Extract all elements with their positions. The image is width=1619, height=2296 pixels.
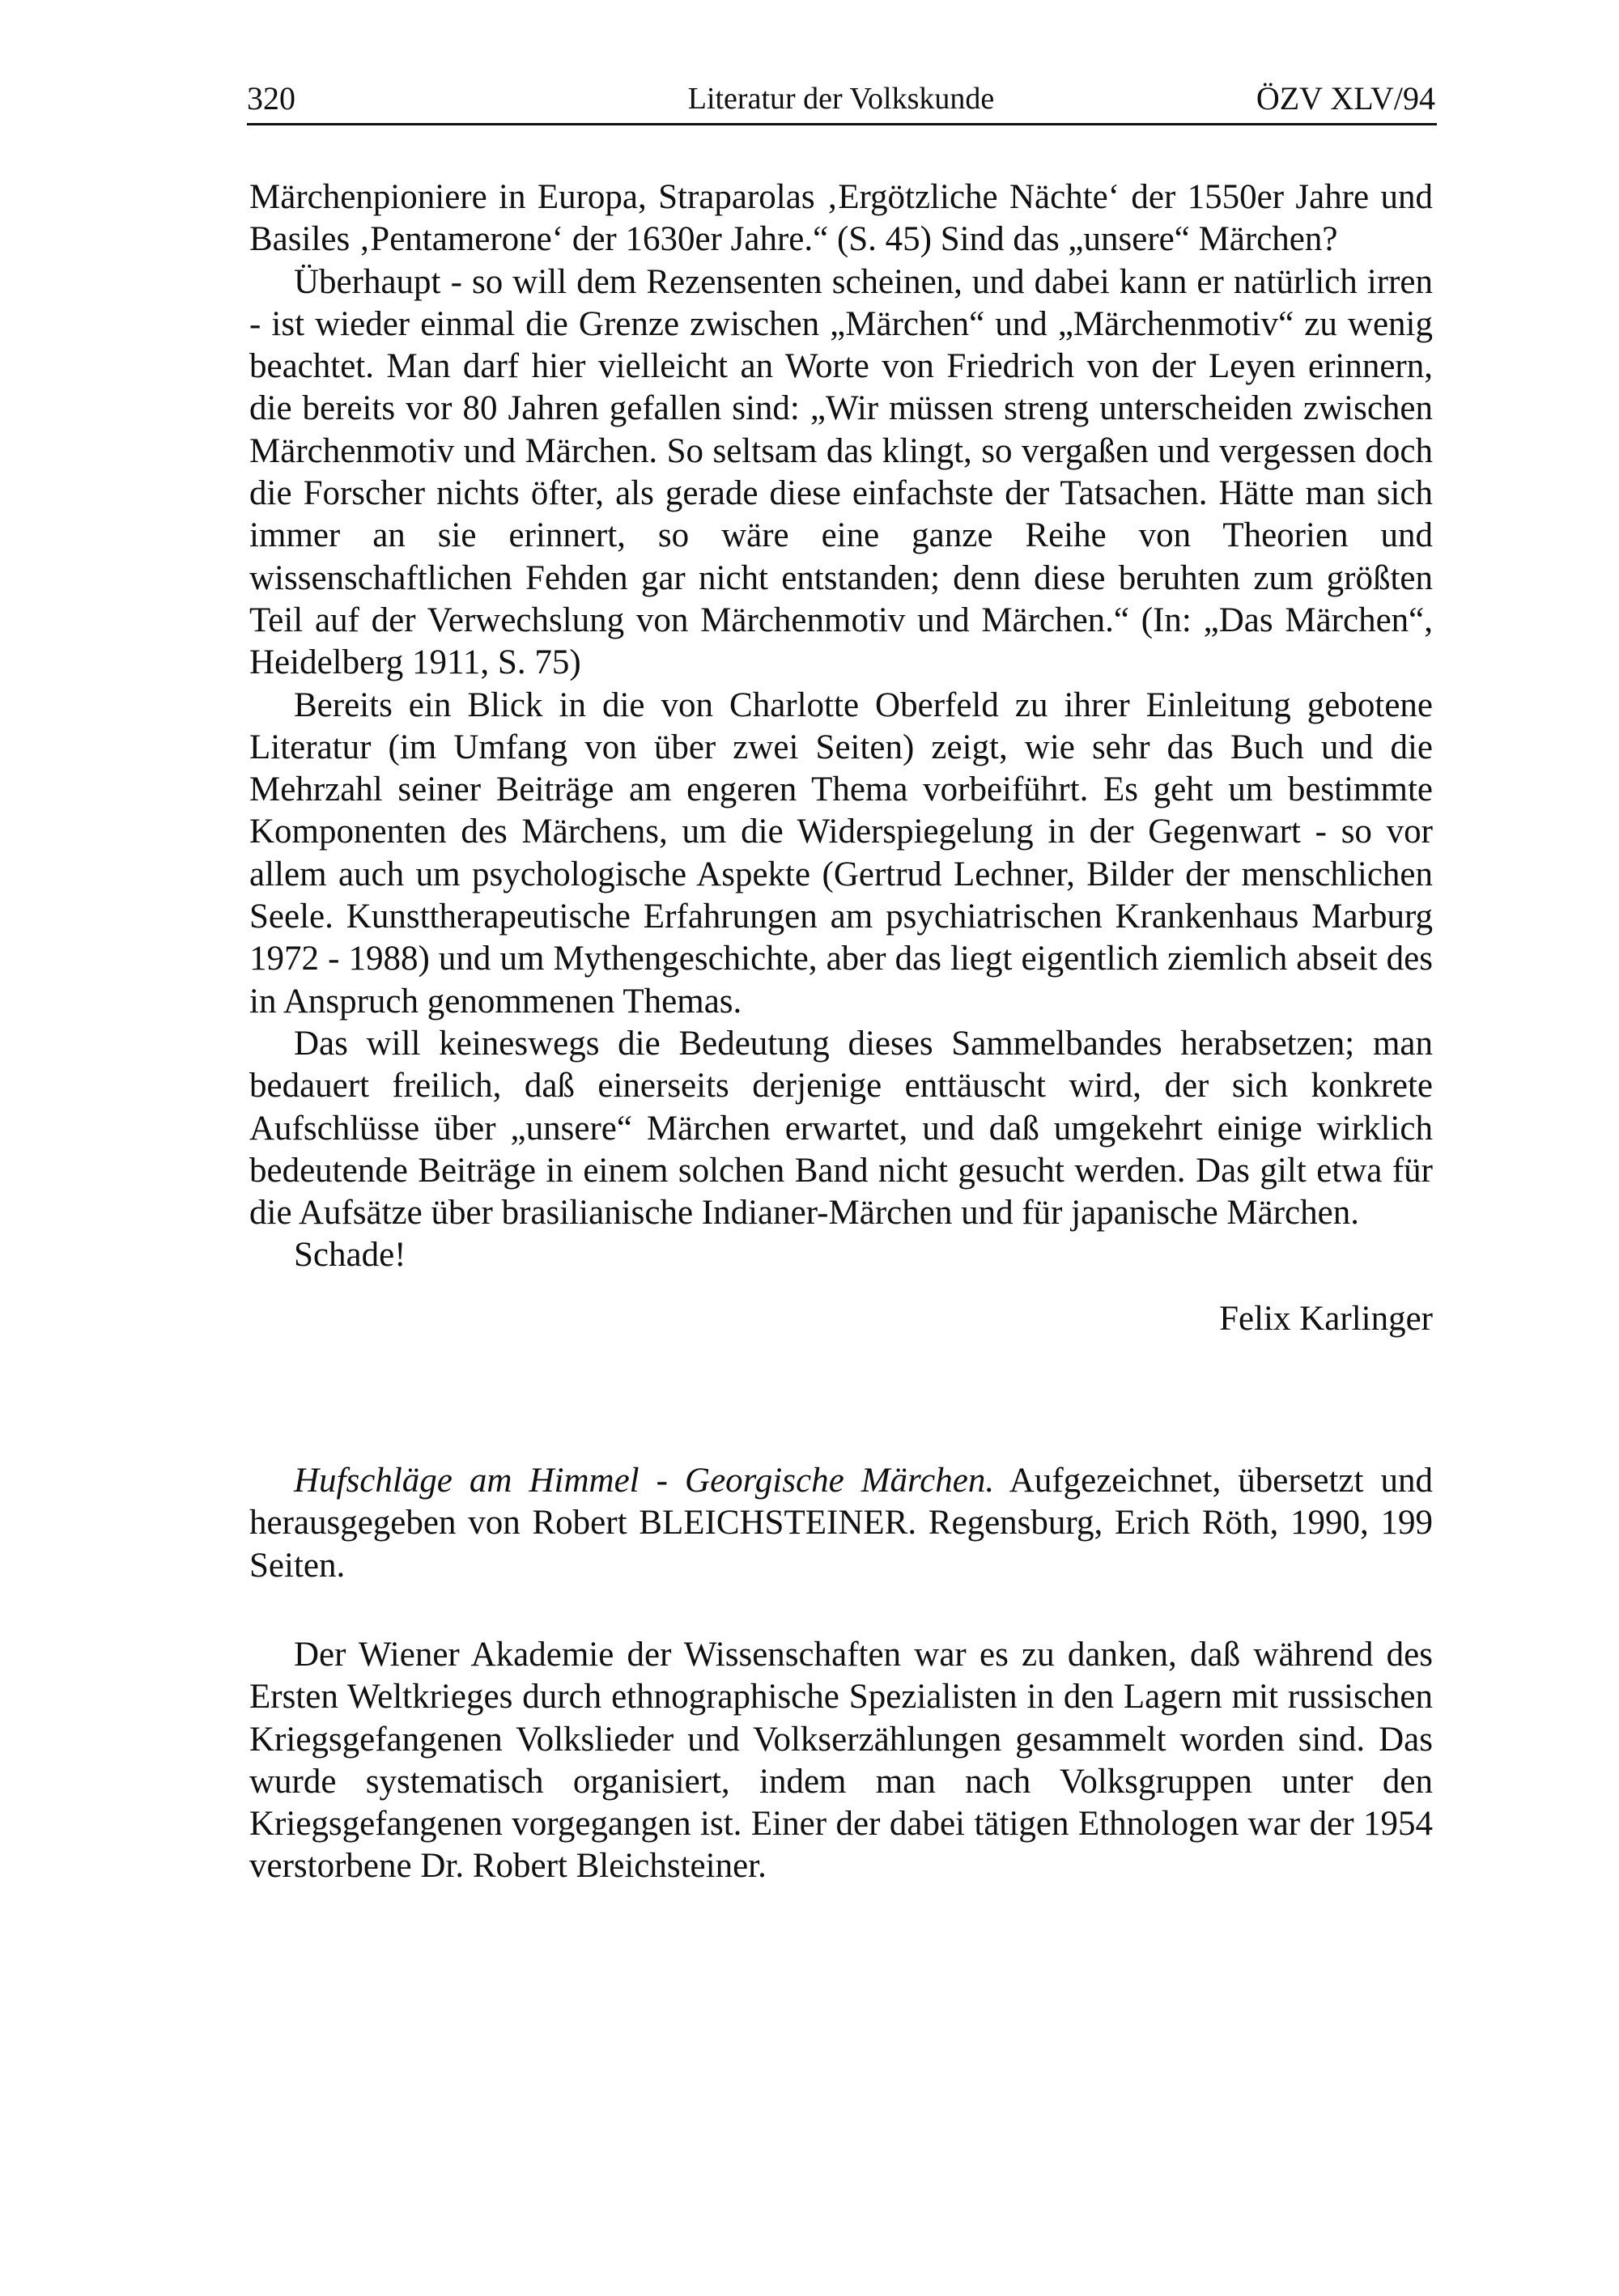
book-title: Hufschläge am Himmel - Georgische Märchen. bbox=[294, 1462, 995, 1500]
paragraph: Der Wiener Akademie der Wissenschaften war es zu danken, daß während des Ersten Weltkrieges durch ethnographische Spezialisten in den Lagern mit russischen Kriegsgefangenen Volkslieder und Volkserzählungen gesammelt worden sind. Das wurde systematisch organisiert, indem man nach Volksgruppen unter den Kriegsgefangenen vorgegangen ist. Einer der dabei tätigen Ethnologen war der 1954 verstorbene Dr. Robert Bleichsteiner. bbox=[249, 1635, 1433, 1886]
paragraph: Märchenpioniere in Europa, Straparolas ‚Ergötzliche Nächte‘ der 1550er Jahre und Basiles ‚Pentamerone‘ der 1630er Jahre.“ (S. 45) Sind das „unsere“ Märchen? bbox=[249, 178, 1433, 259]
book-bibliography: Aufgezeichnet, übersetzt und herausgegeben von Robert BLEICHSTEINER. Regensburg, Erich Röth, 1990, 199 Seiten. bbox=[249, 1462, 1433, 1585]
reviewer-signature: Felix Karlinger bbox=[1219, 1299, 1433, 1338]
page-header bbox=[247, 74, 1435, 123]
review-citation bbox=[249, 1460, 1433, 1587]
page-number: 320 bbox=[247, 80, 295, 117]
paragraph: Überhaupt - so will dem Rezensenten scheinen, und dabei kann er natürlich irren - ist wieder einmal die Grenze zwischen „Märchen“ und „Märchenmotiv“ zu wenig beachtet. Man darf hier vielleicht an Worte von Friedrich von der Leyen erinnern, die bereits vor 80 Jahren gefallen sind: „Wir müssen streng unterscheiden zwischen Märchenmotiv und Märchen. So seltsam das klingt, so vergaßen und vergessen doch die Forscher nichts öfter, als gerade diese einfachste der Tatsachen. Hätte man sich immer an sie erinnert, so wäre eine ganze Reihe von Theorien und wissenschaftlichen Fehden gar nicht entstanden; denn diese beruhten zum größten Teil auf der Verwechslung von Märchenmotiv und Märchen.“ (In: „Das Märchen“, Heidelberg 1911, S. 75) bbox=[249, 262, 1433, 682]
running-title: Literatur der Volkskunde bbox=[687, 82, 995, 116]
header-rule bbox=[247, 123, 1437, 125]
journal-issue: ÖZV XLV/94 bbox=[1256, 80, 1435, 117]
closing-remark: Schade! bbox=[294, 1236, 406, 1275]
page-body bbox=[249, 176, 1433, 1888]
paragraph: Bereits ein Blick in die von Charlotte Oberfeld zu ihrer Einleitung gebotene Literatur (im Umfang von über zwei Seiten) zeigt, wie sehr das Buch und die Mehrzahl seiner Beiträge am engeren Thema vorbeiführt. Es geht um bestimmte Komponenten des Märchens, um die Widerspiegelung in der Gegenwart - so vor allem auch um psychologische Aspekte (Gertrud Lechner, Bilder der menschlichen Seele. Kunsttherapeutische Erfahrungen am psychiatrischen Krankenhaus Marburg 1972 - 1988) und um Mythengeschichte, aber das liegt eigentlich ziemlich abseit des in Anspruch genommenen Themas. bbox=[249, 685, 1433, 1021]
paragraph: Das will keineswegs die Bedeutung dieses Sammelbandes herabsetzen; man bedauert freilich, daß einerseits derjenige enttäuscht wird, der sich konkrete Aufschlüsse über „unsere“ Märchen erwartet, und daß umgekehrt einige wirklich bedeutende Beiträge in einem solchen Band nicht gesucht werden. Das gilt etwa für die Aufsätze über brasilianische Indianer-Märchen und für japanische Märchen. bbox=[249, 1024, 1433, 1233]
